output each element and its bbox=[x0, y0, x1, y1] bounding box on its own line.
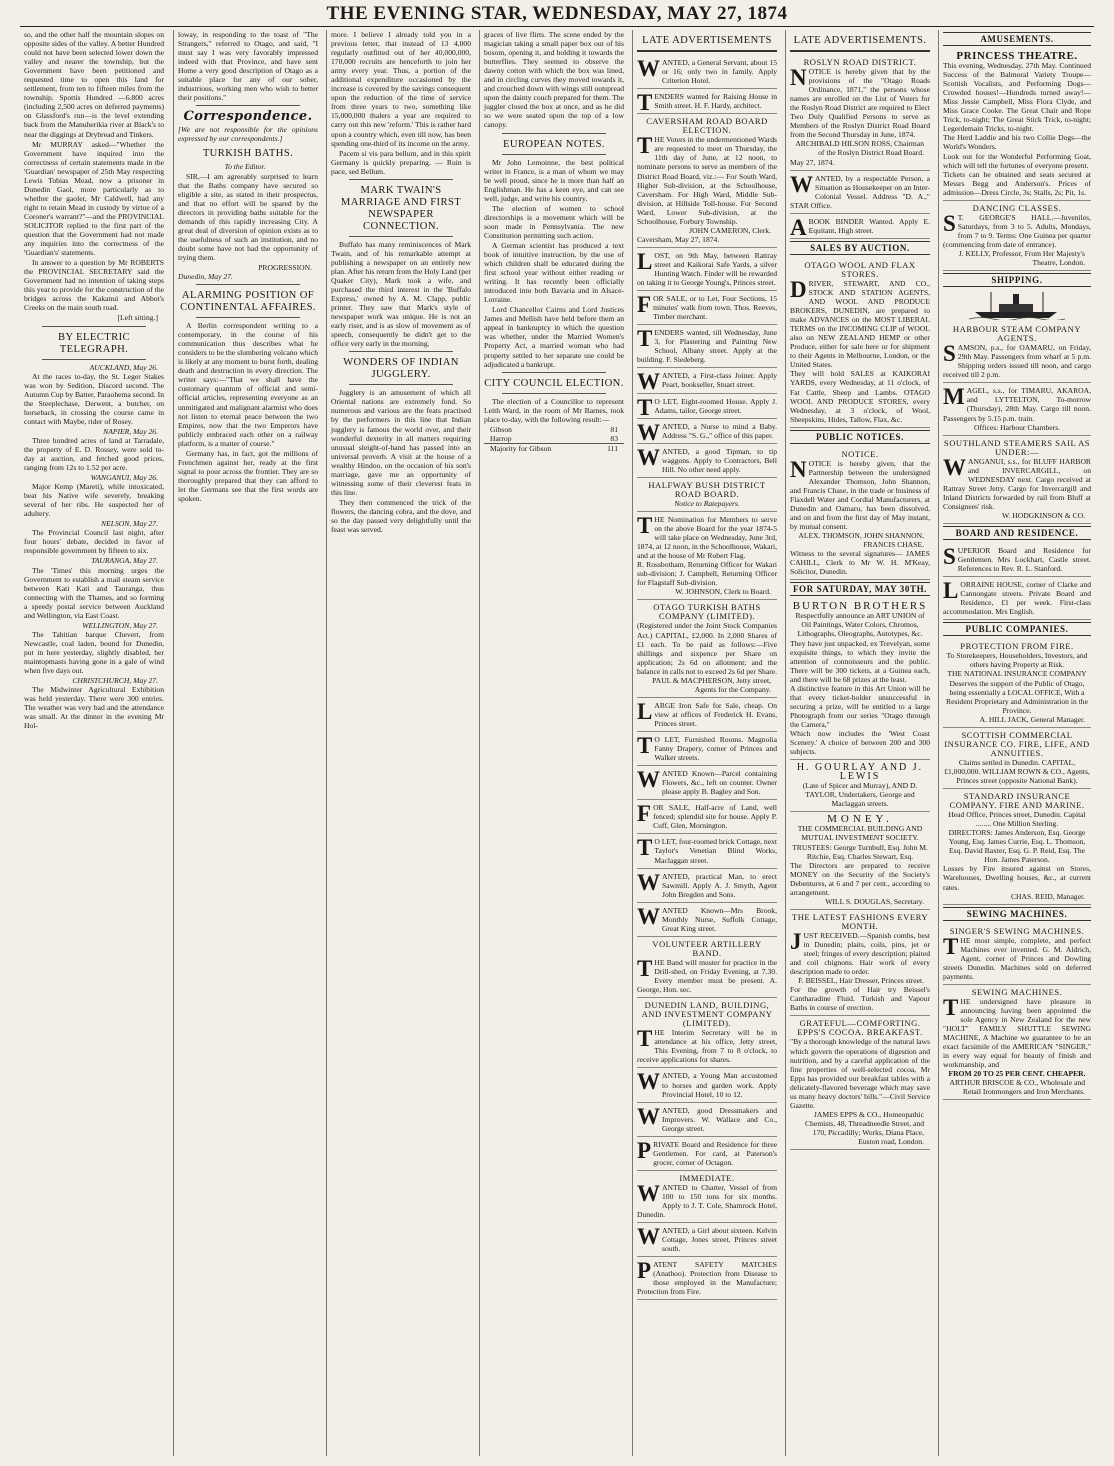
drop-cap: F bbox=[637, 292, 652, 318]
drop-cap: T bbox=[637, 733, 653, 758]
article-heading: TURKISH BATHS. bbox=[202, 148, 294, 160]
divider bbox=[349, 384, 453, 385]
advertisement: THE LATEST FASHIONS EVERY MONTH. J UST RECEIVED.—Spanish combs, best in Dunedin; plaits, coils, pins, jet or steel; fringes of every description; plaited and coil chignons. Hair work of every description made to order. F. BEISSEL, Hair Dresser, Princes street. For the growth of Hair try Beissel's Cantharadine Fluid. Turkish and Vapour Baths in course of erection. bbox=[790, 910, 930, 1017]
drop-cap: S bbox=[943, 210, 956, 236]
ad-title: VOLUNTEER ARTILLERY BAND. bbox=[652, 938, 762, 958]
ad-title: HARBOUR STEAM COMPANY AGENTS. bbox=[952, 324, 1082, 344]
dateline: TAURANGA, May 27. bbox=[91, 556, 158, 566]
drop-cap: T bbox=[637, 90, 653, 116]
drop-cap: N bbox=[790, 65, 807, 91]
drop-cap: W bbox=[637, 767, 660, 793]
drop-cap: L bbox=[637, 698, 653, 724]
divider bbox=[502, 133, 606, 134]
columns bbox=[20, 30, 1094, 1456]
ad-title: PROTECTION FROM FIRE. bbox=[960, 641, 1074, 652]
advertisement: PRINCESS THEATRE. This evening, Wednesday, 27th May. Continued Success of the Balmoral Variety Troupe—Scottish Vocalists, and Performing Dogs—Crowded houses!—Hundreds turned away!—Miss Jessie Campbell, Miss Flora Clyde, and Miss Grace Cooke. The Great Chair and Rope Trick, to-night; The Great Stick Trick, to-night; Legerdemain Tricks, to-night. The Herd Laddie and his two Collie Dogs—the World's Wonders. Look out for the Wonderful Performing Goat, which will tell the fortunes of everyone present. Tickets can be obtained and seats secured at Messrs Begg and Anderson's. Prices of admission—Dress Circle, 3s; Stalls, 2s; Pit, 1s. bbox=[943, 49, 1091, 201]
advertisement: OTAGO TURKISH BATHS COMPANY (LIMITED). (Registered under the Joint Stock Companies Act.) CAPITAL, £2,000. In 2,000 Shares of £1 each. To be paid as follows:—Five shillings and sixpence per Share on application; 2s 6d on allotment; and the balance in calls not to exceed 2s 6d per Share. PAUL & MACPHERSON, Jetty street, Agents for the Company. bbox=[637, 600, 777, 697]
article-heading: MARK TWAIN'S MARRIAGE AND FIRST NEWSPAPER CONNECTION. bbox=[340, 184, 462, 232]
ad-title: PRINCESS THEATRE. bbox=[956, 50, 1078, 62]
advertisement: TENDERS wanted for Raising House in Smith street. H. F. Hardy, architect. bbox=[637, 90, 777, 116]
advertisement: OTAGO WOOL AND FLAX STORES. D RIVER, STEWART, AND CO., STOCK AND STATION AGENTS, AND WOOL AND PRODUCE BROKERS, DUNEDIN, are prepared to make ADVANCES on the MOST LIBERAL TERMS on the INCOMING CLIP of WOOL also on NEW ZEALAND HEMP or other Produce, either for sale here or for shipment to their Agents in Melbourne, London, or the United States. They will hold SALES at KAIKORAI YARDS, every Wednesday, at 11 o'clock, of Fat Cattle, Sheep and Lambs. OTAGO WOOL AND PRODUCE STORES, every Wednesday, at 3 o'clock, of Wool, Sheepskins, Hides, Tallow, Flax, &c. bbox=[790, 258, 930, 428]
ad-title: HALFWAY BUSH DISTRICT ROAD BOARD. bbox=[648, 479, 766, 499]
ad-title: SINGER'S SEWING MACHINES. bbox=[949, 925, 1085, 936]
advertisement: WANTED, good Dressmakers and Improvers. W. Wallace and Co., George street. bbox=[637, 1103, 777, 1137]
candidate-votes: 81 bbox=[610, 424, 618, 434]
article-text: Pacem si vis para bellum, and in this spirit Germany is quickly preparing. — Ruin is pace, sed Bellum. bbox=[331, 148, 471, 176]
election-majority-row bbox=[484, 443, 624, 453]
article-text: At the races to-day, the St. Leger Stakes was won by Sedition, Discord second. The Autumn Cup by Batter, Paraohema second. In the Steeplechase, Derwent, a butcher, on horseback, in crossing the course came in contact with Maybe, rider of Rosey. bbox=[24, 371, 164, 426]
advertisement: ROSLYN ROAD DISTRICT. N OTICE is hereby given that by the provisions of the "Otago Roads Ordinance, 1871," the persons whose names are enrolled on the List of Voters for the Roslyn Road District are required to Elect Two Duly Qualified Persons to serve as Members of the Roslyn District Road Board from the Second Thursday in June, 1874. ARCHIBALD HILSON ROSS, Chairman of the Roslyn District Road Board. May 27, 1874. bbox=[790, 55, 930, 171]
advertisement: SEWING MACHINES. T HE undersigned have pleasure in announcing having been appointed the sole Agency in New Zealand for the new "HOLT" FAMILY SHUTTLE SEWING MACHINE, A Machine we guarantee to be an exact facsimile of the AMERICAN "SINGER," in every way equal for beauty of finish and workmanship, and FROM 20 TO 25 PER CENT. CHEAPER. ARTHUR BRISCOE & CO., Wholesale and Retail Ironmongers and Iron Merchants. bbox=[943, 985, 1091, 1101]
ad-title: OTAGO WOOL AND FLAX STORES. bbox=[804, 259, 916, 279]
election-result-row bbox=[484, 434, 624, 443]
drop-cap: S bbox=[943, 544, 956, 570]
drop-cap: W bbox=[637, 1180, 660, 1206]
drop-cap: D bbox=[790, 276, 807, 302]
advertisement: DANCING CLASSES. S T. GEORGE'S HALL.—Juveniles, Saturdays, from 3 to 5. Adults, Mondays, from 7 to 9. Terms: One Guinea per quarter (commencing from date of entrance). J. KELLY, Professor, From Her Majesty's Theatre, London. bbox=[943, 201, 1091, 271]
section-heading: SEWING MACHINES. bbox=[943, 907, 1091, 921]
ad-title: GRATEFUL—COMFORTING. EPPS'S COCOA. BREAKFAST. bbox=[797, 1018, 923, 1038]
advertisement: FOR SALE, Half-acre of Land, well fenced; splendid site for house. Apply P. Cuff, Glen, Mornington. bbox=[637, 800, 777, 834]
ad-title: THE LATEST FASHIONS EVERY MONTH. bbox=[791, 911, 929, 931]
masthead bbox=[20, 2, 1094, 27]
divider bbox=[502, 154, 606, 155]
article-text: The Tahitian barque Chevert, from Newcastle, coal laden, bound for Dunedin, put in here yesterday, slightly disabled, her maintopmasts having gone in a gale of wind when five days out. bbox=[24, 629, 164, 676]
advertisement: T O LET, four-roomed brick Cottage, next Taylor's Venetian Blind Works, Maclaggan street. bbox=[637, 834, 777, 868]
advertisement: WANTED, by a respectable Person, a Situation as Housekeeper on an Inter-Colonial Vessel. Address "D. A.," STAR Office. bbox=[790, 171, 930, 214]
drop-cap: W bbox=[637, 903, 660, 929]
article-heading: ALARMING POSITION OF CONTINENTAL AFFAIRES. bbox=[180, 290, 316, 314]
drop-cap: A bbox=[790, 214, 807, 240]
article-text: Major Kemp (Mareti), while intoxicated, beat his Native wife severely, breaking several of her ribs. He suspected her of adultery. bbox=[24, 482, 164, 519]
article-text: so, and the other half the mountain slopes on opposite sides of the valley. A better Hundred could not have been selected lower down the valley and nearer the township, but the Government have been petitioned and requested time to open this land for settlement, from ten to fifteen miles from the township. Spottis Hundred —6.800 acres (including 2,500 acres on deferred payments) on Glassford's run—is the level extending back from the Manuherikia river at Black's to near the diggings at Drybread and Tinkers. bbox=[24, 30, 164, 139]
column-5 bbox=[632, 30, 781, 1456]
drop-cap: M bbox=[943, 384, 965, 410]
advertisement: T O LET, Furnished Rooms. Magnolia Fanny Drapery, corner of Princes and Walker streets. bbox=[637, 732, 777, 766]
ad-title: DANCING CLASSES. bbox=[972, 202, 1062, 213]
divider bbox=[349, 351, 453, 352]
advertisement: WANTED, a good Tipman, to tip waggons. Apply to Contractors, Bell Hill. No other need apply. bbox=[637, 444, 777, 478]
advertisement: DUNEDIN LAND, BUILDING, AND INVESTMENT COMPANY (LIMITED). T HE Interim Secretary will be in attendance at his office, Jetty street, This Evening, from 7 to 8 o'clock, to receive applications for shares. bbox=[637, 998, 777, 1068]
column-6 bbox=[785, 30, 934, 1456]
steamship-icon bbox=[969, 290, 1065, 320]
ad-title: NOTICE. bbox=[841, 448, 879, 459]
divider bbox=[790, 50, 930, 52]
advertisement: PROTECTION FROM FIRE. To Storekeepers, Householders, Investors, and others having Property at Risk. THE NATIONAL INSURANCE COMPANY Deserves the support of the Public of Otago, being essentially a LOCAL OFFICE, With a Resident Proprietary and Administration in the Province. A. HILL JACK, General Manager. bbox=[943, 639, 1091, 727]
ad-title: STANDARD INSURANCE COMPANY. FIRE AND MARINE. bbox=[949, 791, 1085, 811]
drop-cap: W bbox=[943, 454, 966, 480]
drop-cap: P bbox=[637, 1137, 652, 1163]
divider bbox=[196, 105, 300, 106]
article-text: The election of women to school directorships is a movement which will be soon made in Pennsylvania. The new Constitution permitting such action. bbox=[484, 203, 624, 240]
article-heading: WONDERS OF INDIAN JUGGLERY. bbox=[343, 357, 459, 381]
advertisement: VOLUNTEER ARTILLERY BAND. T HE Band will muster for practice in the Drill-shed, on Friday Evening, at 7.30. Every member must be present. A. George, Hon. sec. bbox=[637, 937, 777, 998]
divider bbox=[349, 179, 453, 180]
majority-value: 111 bbox=[607, 443, 618, 453]
advertisement: NOTICE. N OTICE is hereby given, that the Partnership between the undersigned Alexander Thomson, John Shannon, and Francis Chase, in the trade or business of Flaxdell Water and Cordial Manufacturers, at Dunedin and Oamaru, has been dissolved, and on and from the first day of May instant, by mutual consent. ALEX. THOMSON, JOHN SHANNON, FRANCIS CHASE. Witness to the several signatures— JAMES CAHILL, Clerk to Mr W. H. M'Keay, Solicitor, Dunedin. bbox=[790, 447, 930, 581]
article-text: Germany has, in fact, got the millions of Frenchmen against her, ready at the first signal to pour across the frontier. They are so thoroughly prepared that they can afford to let the Germans see that the first words are spoken. bbox=[178, 448, 318, 503]
column-2 bbox=[173, 30, 322, 1456]
drop-cap: T bbox=[943, 994, 959, 1020]
advertisement: HALFWAY BUSH DISTRICT ROAD BOARD. Notice to Ratepayers. bbox=[637, 478, 777, 512]
divider bbox=[637, 50, 777, 52]
article-text: loway, in responding to the toast of "The Strangers," referred to Otago, and said, "I must say I was very favorably impressed indeed with that Province, and have sent Home a very good description of Otago as a suitable place for any of our sober, industrious, working men who wish to better their positions." bbox=[178, 30, 318, 103]
divider bbox=[42, 359, 146, 360]
ad-title: OTAGO TURKISH BATHS COMPANY (LIMITED). bbox=[653, 602, 761, 622]
signature: [Left sitting.] bbox=[117, 313, 158, 323]
drop-cap: W bbox=[637, 444, 660, 470]
article-text: They then commenced the trick of the flowers, the dancing cobra, and the dove, and so the day passed very delightfully until the feast was served. bbox=[331, 497, 471, 535]
divider bbox=[349, 236, 453, 237]
article-text: Buffalo has many reminiscences of Mark Twain, and of his remarkable attempt at publishing a newspaper on an entirely new plan. After his return from the Holy Land (per Quaker City), Mark took a wife, and purchased the third interest in the 'Buffalo Express,' owned by A. M. Clapp, public printer. They saw that Mark's style of newspaper work was unique. He is not an early riser, and is as slow of movement as of speech, consequently he didn't get to the office very early in the morning. bbox=[331, 239, 471, 349]
article-text: Three hundred acres of land at Tarradale, the property of E. D. Rossey, were sold to-day at auction, and fetched good prices, ranging from 12s to 1.52 per acre. bbox=[24, 435, 164, 473]
dateline: WELLINGTON, May 27. bbox=[82, 620, 158, 630]
ad-title: DUNEDIN LAND, BUILDING, AND INVESTMENT COMPANY (LIMITED). bbox=[641, 1000, 773, 1029]
section-heading: FOR SATURDAY, MAY 30TH. bbox=[790, 582, 930, 596]
ad-title: ROSLYN ROAD DISTRICT. bbox=[803, 57, 917, 67]
majority-label: Majority for Gibson bbox=[490, 443, 552, 453]
divider bbox=[42, 326, 146, 327]
advertisement: T O LET, Eight-roomed House. Apply J. Adams, tailor, George street. bbox=[637, 394, 777, 420]
ad-title: MONEY. bbox=[827, 813, 893, 826]
drop-cap: S bbox=[943, 341, 956, 367]
dateline: CHRISTCHURCH, May 27. bbox=[72, 676, 158, 686]
advertisement: WANTED, a General Servant, about 15 or 16; only two in family. Apply Criterion Hotel. bbox=[637, 55, 777, 89]
divider bbox=[502, 372, 606, 373]
ad-title: SEWING MACHINES. bbox=[971, 986, 1063, 997]
advertisement: LORRAINE HOUSE, corner of Clarke and Cannongate streets. Private Board and Residence, £1 per week. First-class accommodation. Mrs English. bbox=[943, 577, 1091, 620]
candidate-name: Harrop bbox=[490, 433, 512, 443]
advertisement: WANTED, a Young Man accustomed to horses and garden work. Apply Provincial Hotel, 10 to 12. bbox=[637, 1068, 777, 1102]
dateline: AUCKLAND, May 26. bbox=[89, 362, 158, 372]
ad-title: IMMEDIATE. bbox=[679, 1172, 735, 1183]
drop-cap: W bbox=[790, 171, 813, 197]
section-heading: SALES BY AUCTION. bbox=[790, 241, 930, 255]
drop-cap: L bbox=[637, 248, 653, 274]
section-heading: Correspondence. bbox=[183, 109, 313, 125]
advertisement: SOUTHLAND STEAMERS SAIL AS UNDER:— W ANGANUI, s.s., for BLUFF HARBOR and INVERCARGILL, on WEDNESDAY next. Cargo received at Rattray Street Jetty. Cargo for Invercargill and Inland Districts forwarded by rail from Bluff at Consignees' risk. W. HODGKINSON & CO. bbox=[943, 436, 1091, 524]
ad-title: SCOTTISH COMMERCIAL INSURANCE CO. FIRE, LIFE, AND ANNUITIES. bbox=[944, 729, 1090, 758]
advertisement: SINGER'S SEWING MACHINES. T HE most simple, complete, and perfect Machines ever invented. G. M. Aldrich, Agent, corner of Princes and Dowling streets Dunedin. Machines sold on deferred payments. bbox=[943, 924, 1091, 985]
article-text: The election of a Councillor to represent Leith Ward, in the room of Mr Barnes, took place to-day, with the following result:— bbox=[484, 396, 624, 424]
advertisement: WANTED Known—Parcel containing Flowers, &c., left on counter. Owner please apply B. Bagley and Son. bbox=[637, 766, 777, 800]
divider bbox=[502, 393, 606, 394]
signature: PROGRESSION. bbox=[258, 262, 312, 272]
drop-cap: W bbox=[637, 56, 660, 81]
advertisement: STANDARD INSURANCE COMPANY. FIRE AND MARINE. Head Office, Princes street, Dunedin. Capital ........ One Million Sterling. DIRECTORS: James Anderson, Esq. George Young, Esq. James Currie, Esq. L. Thomson, Esq. David Baxter, Esq. G. P. Reid, Esq. The Hon. James Paterson. Losses by Fire insured against on Stores, Warehouses, Dwelling houses, &c., at current rates. CHAS. REID, Manager. bbox=[943, 789, 1091, 905]
article-text: In answer to a question by Mr ROBERTS the PROVINCIAL SECRETARY said the Government had no intention of taking steps this year to provide for the construction of the bridges across the Kakanui and Abbot's Creeks on the main south road. bbox=[24, 258, 164, 313]
advertisement: H. GOURLAY AND J. LEWIS (Late of Spicer and Murray), AND D. TAYLOR, Undertakers, George and Maclaggan streets. bbox=[790, 760, 930, 812]
advertisement: TENDERS wanted, till Wednesday, June 3, for Plastering and Painting New School, Albany street. Apply at the building. F. Siedeberg. bbox=[637, 325, 777, 368]
drop-cap: T bbox=[637, 133, 653, 159]
advertisement: WANTED, a First-class Joiner. Apply Peart, bookseller, Stuart street. bbox=[637, 369, 777, 395]
candidate-votes: 83 bbox=[610, 433, 618, 443]
drop-cap: W bbox=[637, 369, 660, 395]
article-text: The 'Times' this morning urges the Government to establish a mail steam service between Kati Kati and Tauranga, thus connecting with the Thames, and so forming a speedy postal service between Auckland and Wellington, via East Coast. bbox=[24, 565, 164, 620]
advertisement: THE Nomination for Members to serve on the above Board for the year 1874-5 will take place on Wednesday, June 3rd, 1874, at 12 noon, in the Schoolhouse, Wakari, and at the house of Mr Robert Flag. R. Rossbotham, Returning Officer for Wakari sub-division; J. Campbell, Returning Officer for Flagstaff Sub-division. W. JOHNSON, Clerk to Board. bbox=[637, 512, 777, 600]
advertisement: PATENT SAFETY MATCHES (Anathoo). Protection from Disease to those employed in the Manufacture; Protection from Fire. bbox=[637, 1257, 777, 1300]
advertisement: IMMEDIATE. W ANTED to Charter, Vessel of from 100 to 150 tons for six months. Apply to J. T. Cole, Shamrock Hotel, Dunedin. bbox=[637, 1171, 777, 1223]
advertisement: PRIVATE Board and Residence for three Gentlemen. For card, at Paterson's grocer, corner of Octagon. bbox=[637, 1137, 777, 1171]
section-heading: LATE ADVERTISEMENTS. bbox=[793, 35, 927, 46]
dateline: NAPIER, May 26. bbox=[103, 426, 158, 436]
article-text: Mr John Lemoinne, the best political writer in France, is a man of whom we may be well proud, since he is more than half an Englishman. He has a keen eye, and can see well, judge, and write his country. bbox=[484, 157, 624, 203]
divider bbox=[196, 284, 300, 285]
drop-cap: T bbox=[637, 955, 653, 981]
advertisement: LARGE Iron Safe for Sale, cheap. On view at offices of Frederick H. Evans, Princes street. bbox=[637, 698, 777, 732]
advertisement: SUPERIOR Board and Residence for Gentlemen. Mrs Lockhart, Castle street. References to Rev. R. L. Stanford. bbox=[943, 543, 1091, 577]
drop-cap: W bbox=[637, 419, 660, 445]
article-heading: CITY COUNCIL ELECTION. bbox=[484, 377, 624, 389]
drop-cap: W bbox=[637, 869, 660, 895]
article-text: graces of live flirts. The scene ended by the magician taking a small paper box out of his bosom, opening it, and holding it towards the butterflies. They seemed to observe the dawny cotton with which the box was lined, and in circling curves they moved towards it, and crouched down with wings still outspread upon the dainty couch prepared for them. The juggler closed the box at once, and as he did so we were seated upon the top of a low canopy. bbox=[484, 30, 624, 130]
column-4 bbox=[479, 30, 628, 1456]
advertisement: GRATEFUL—COMFORTING. EPPS'S COCOA. BREAKFAST. "By a thorough knowledge of the natural laws which govern the operations of digestion and nutrition, and by a careful application of the fine properties of well-selected cocoa, Mr Epps has provided our breakfast tables with a delicately-flavored beverage which may save us many heavy doctors' bills."—Civil Service Gazette. JAMES EPPS & CO., Homeopathic Chemists, 48, Threadneedle Street, and 170, Piccadilly; Works, Diana Place, Euston road, London. bbox=[790, 1016, 930, 1150]
candidate-name: Gibson bbox=[490, 424, 512, 434]
advertisement: WANTED, a Girl about sixteen. Kelvin Cottage, Jones street, Princes street south. bbox=[637, 1223, 777, 1257]
advertisement: WANTED Known—Mrs Brook, Monthly Nurse, Suffolk Cottage, Great King street. bbox=[637, 903, 777, 937]
dateline: Dunedin, May 27. bbox=[178, 272, 233, 282]
drop-cap: T bbox=[637, 326, 653, 352]
section-heading: AMUSEMENTS. bbox=[943, 32, 1091, 46]
drop-cap: P bbox=[637, 1258, 652, 1284]
editorial-note: [We are not responsible for the opinions expressed by our correspondents.] bbox=[178, 125, 318, 144]
article-text: The Midwinter Agricultural Exhibition was held yesterday. There were 300 entries. The weather was very bad and the attendance was small. At the dinner in the evening Mr Hol- bbox=[24, 685, 164, 731]
article-heading: EUROPEAN NOTES. bbox=[503, 138, 605, 150]
dateline: NELSON, May 27. bbox=[101, 519, 158, 529]
drop-cap: T bbox=[637, 835, 653, 861]
advertisement: MAGEL, s.s., for TIMARU, AKAROA, and LYTTELTON, To-morrow (Thursday), 28th May. Cargo till noon. Passengers by 5.15 p.m. train. Offices: Harbour Chambers. bbox=[943, 383, 1091, 435]
drop-cap: T bbox=[943, 933, 959, 959]
column-1 bbox=[20, 30, 168, 1456]
advertisement: MONEY. THE COMMERCIAL BUILDING AND MUTUAL INVESTMENT SOCIETY. TRUSTEES: George Turnbull, Esq. John M. Ritchie, Esq. Charles Stewart, Esq. The Directors are prepared to receive MONEY on the Security of the Society's Debentures, at 6 and 7 per cent., according to arrangement. WILL S. DOUGLAS, Secretary. bbox=[790, 812, 930, 909]
salutation: To the Editor. bbox=[224, 162, 266, 172]
drop-cap: L bbox=[943, 578, 959, 604]
election-result-row bbox=[484, 425, 624, 434]
section-heading: PUBLIC NOTICES. bbox=[790, 430, 930, 444]
advertisement: WANTED, practical Man, to erect Sawmill. Apply A. J. Smyth, Agent John Bregden and Sons. bbox=[637, 869, 777, 903]
advertisement: WANTED, a Nurse to mind a Baby. Address "S. G.," office of this paper. bbox=[637, 419, 777, 445]
drop-cap: N bbox=[790, 456, 807, 482]
drop-cap: T bbox=[637, 512, 653, 538]
drop-cap: W bbox=[637, 1103, 660, 1129]
drop-cap: W bbox=[637, 1224, 660, 1250]
advertisement: SCOTTISH COMMERCIAL INSURANCE CO. FIRE, LIFE, AND ANNUITIES. Claims settled in Dunedin. CAPITAL, £1,000,000. WILLIAM ROWN & CO., Agents, Princes street (opposite National Bank). bbox=[943, 728, 1091, 789]
ad-title: BURTON BROTHERS bbox=[792, 600, 928, 613]
column-7 bbox=[938, 30, 1095, 1456]
section-heading: PUBLIC COMPANIES. bbox=[943, 622, 1091, 636]
advertisement: LOST, on 9th May, between Rattray street and Kaikorai Safe Yards, a silver Hunting Watch. Finder will be rewarded on taking it to George Young's, Princes street. bbox=[637, 248, 777, 291]
ad-title: SOUTHLAND STEAMERS SAIL AS UNDER:— bbox=[943, 437, 1091, 457]
section-heading: SHIPPING. bbox=[943, 273, 1091, 287]
drop-cap: F bbox=[637, 801, 652, 827]
article-text: The Provincial Council last night, after four hours' debate, decided in favor of responsible government by fifteen to six. bbox=[24, 528, 164, 556]
drop-cap: T bbox=[637, 394, 653, 420]
masthead-title: THE EVENING STAR, WEDNESDAY, MAY 27, 1874 bbox=[326, 3, 788, 24]
advertisement: FOR SALE, or to Let, Four Sections, 15 minutes' walk from town. Thos. Reeves, Timber merchant. bbox=[637, 291, 777, 325]
section-heading: LATE ADVERTISEMENTS bbox=[642, 35, 772, 46]
drop-cap: W bbox=[637, 1069, 660, 1095]
drop-cap: T bbox=[637, 1026, 653, 1052]
ad-title: H. GOURLAY AND J. LEWIS bbox=[796, 762, 924, 783]
article-text: SIR,—I am agreeably surprised to learn that the Baths company have secured so eligible a site, as stated in their prospectus, and that no effort will be spared by the directors in providing baths suitable for the demands of this rapidly increasing City. A great deal of diversion of opinion exists as to the usefulness of such an institution, and no doubt some have not had the opportunity of trying them. bbox=[178, 171, 318, 262]
drop-cap: J bbox=[790, 928, 802, 954]
divider bbox=[196, 317, 300, 318]
ad-title: CAVERSHAM ROAD BOARD ELECTION. bbox=[646, 116, 768, 136]
advertisement: HARBOUR STEAM COMPANY AGENTS. S AMSON, p.s., for OAMARU, on Friday, 29th May. Passengers from wharf at 5 p.m. Shipping orders issued till noon, and cargo received till 2 p.m. bbox=[943, 322, 1091, 383]
article-text: A Berlin correspondent writing to a contemporary, in the course of his communication thus describes what he considers to be the slumbering volcano which is likely at any moment to burst forth, dealing death and destruction in every direction. The writer says:—"That we shall have the customary quantum of official and semi-official articles, representing everyone as an unmitigated and malignant alarmist who does not listen to eternal peace between the two Empires, now that the two Emperors have publicly embraced each other on a railway platform, is a matter of course." bbox=[178, 321, 318, 448]
section-heading: BY ELECTRIC TELEGRAPH. bbox=[58, 331, 130, 355]
article-text: Lord Chancellor Cairns and Lord Justices James and Mellish have held before them an appeal in bankruptcy in which the question was whether, under the Married Women's Property Act, a married woman who had property settled to her separate use could be adjudicated a bankrupt. bbox=[484, 305, 624, 369]
article-text: Jugglery is an amusement of which all Oriental nations are extremely fond. So numerous and various are the feats practised by the performers in this line that Indian jugglery is famous the world over, and their wonderful dexterity in all matters requiring unusual sleight-of-hand has passed into an universal proverb. A visit at the house of a wealthy Hindoo, on the occasion of his son's marriage, gave me an opportunity of witnessing some of their cleverest feats in this line. bbox=[331, 388, 471, 497]
dateline: WANGANUI, May 26. bbox=[90, 473, 158, 483]
article-text: more. I believe I already told you in a previous letter, that instead of 13 4,000 regularly outfitted out of her 40,000,000, 170,000 recruits are henceforth to join her army every year. Thus, a portion of the additional expenditure occasioned by the increase is covered by the savings consequent upon the reduction of the time of service from three years to two, something like 15,000,000 thalers a year are required to carry out this new 'reform.' This is rather hard upon a country which, even till now, has been spending one-third of its income on the army. bbox=[331, 30, 471, 148]
article-text: Mr MURRAY asked—"Whether the Government have inquired into the correctness of certain statements made in the 'Guardian' newspaper of 25th May respecting Lewis Tobias Mead, now a prisoner in Dunedin Gaol, more particularly as to whether the gaoler, Mr Caldwell, had any right to retain Mead in custody by virtue of a Coroner's warrant?"—and the PROVINCIAL SOLICITOR replied to the first part of the question that the Government had not made any inquiries into the correctness of the 'Guardian's' statements. bbox=[24, 139, 164, 258]
advertisement: BURTON BROTHERS Respectfully announce an ART UNION of Oil Paintings, Water Colors, Chromos, Lithographs, Oleographs, Autotypes, &c. They have just unpacked, ex Trevelyan, some exquisite things, to which they invite the attention of connoisseurs and the public. There will be 300 tickets, at a Guinea each, and there will be 68 prizes at the least. A distinctive feature in this Art Union will be that every ticket-holder unsuccessful in securing a prize, will be entitled to a large Photograph from our series "Otago through the Camera," Which now includes the 'West Coast Scenery.' A choice of between 200 and 300 subjects. bbox=[790, 599, 930, 760]
advertisement: ABOOK BINDER Wanted. Apply E. Equitant, High street. bbox=[790, 214, 930, 240]
advertisement: CAVERSHAM ROAD BOARD ELECTION. T HE Voters in the undermentioned Wards are requested to meet on Thursday, the 11th day of June, at 12 noon, to nominate persons to serve as members of the District Road Board, viz.:— For South Ward, Higher Sub-division, at the Schoolhouse, Caversham. For High Ward, Middle Sub-division, at Hillside Toll-house. For Second Ward, Lower Sub-division, at the Schoolhouse, Forbury Township. JOHN CAMERON, Clerk. Caversham, May 27, 1874. bbox=[637, 114, 777, 248]
column-3 bbox=[326, 30, 475, 1456]
section-heading: BOARD AND RESIDENCE. bbox=[943, 526, 1091, 540]
article-text: A German scientist has produced a text book of intuitive instruction, by the use of which children shall be educated during the first school year without either reading or writing. It has recently been officially introduced into both Bavaria and in Alsace-Lorraine. bbox=[484, 240, 624, 305]
